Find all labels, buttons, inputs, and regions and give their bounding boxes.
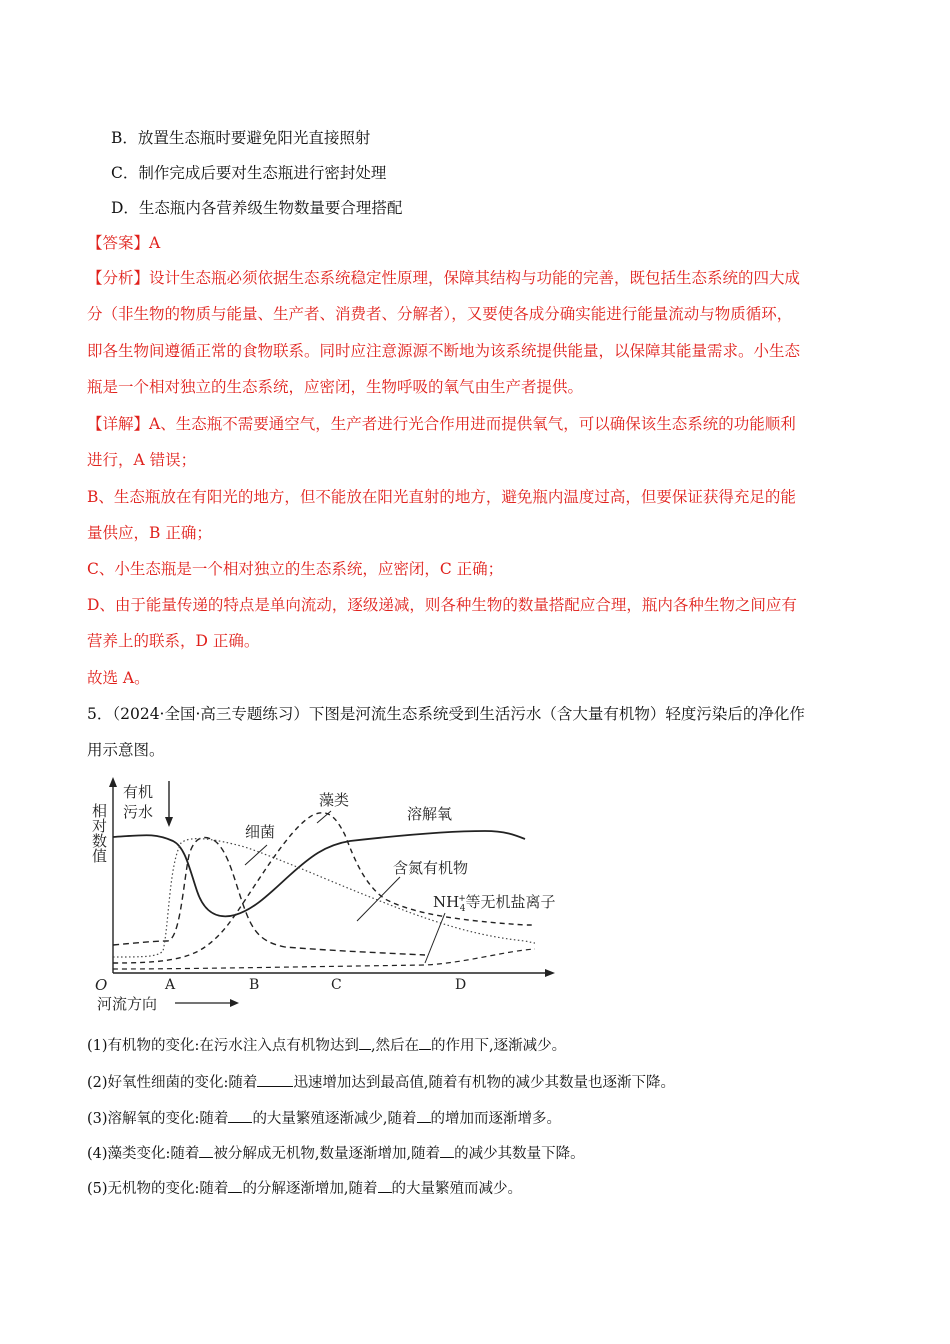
sub-question-1: (1)有机物的变化:在污水注入点有机物达到 ,然后在 的作用下,逐渐减少。 [87, 1035, 566, 1056]
algae-curve [113, 813, 535, 963]
oxygen-label: 溶解氧 [407, 805, 453, 823]
analysis-line-4: 瓶是一个相对独立的生态系统，应密闭，生物呼吸的氧气由生产者提供。 [87, 378, 584, 396]
sub-question-5: (5)无机物的变化:随着 的分解逐渐增加,随着 的大量繁殖而减少。 [87, 1178, 522, 1199]
sub-question-2: (2)好氧性细菌的变化:随着 迅速增加达到最高值,随着有机物的减少其数量也逐渐下降。 [87, 1072, 675, 1093]
detail-line-4: 量供应，B 正确； [87, 524, 212, 542]
algae-label: 藻类 [319, 791, 350, 809]
detail-line-8: 故选 A。 [87, 669, 150, 687]
detail-line-1: 【详解】A、生态瓶不需要通空气，生产者进行光合作用进而提供氧气，可以确保该生态系统的功能顺利 [87, 415, 796, 433]
detail-line-5: C、小生态瓶是一个相对独立的生态系统，应密闭，C 正确； [87, 560, 504, 578]
answer-line: 【答案】A [87, 234, 161, 252]
detail-line-2: 进行，A 错误； [87, 451, 197, 469]
xtick-b: B [249, 977, 260, 993]
xtick-d: D [455, 977, 467, 993]
x-axis-label: 河流方向 [97, 995, 158, 1013]
pollutant-label-1: 有机 [123, 783, 154, 801]
detail-line-3: B、生态瓶放在有阳光的地方，但不能放在阳光直射的地方，避免瓶内温度过高，但要保证获得充足的能 [87, 488, 796, 506]
river-direction-arrowhead [230, 999, 239, 1007]
xtick-a: A [165, 977, 176, 993]
sub-question-4: (4)藻类变化:随着 被分解成无机物,数量逐渐增加,随着 的减少其数量下降。 [87, 1143, 585, 1164]
analysis-line-2: 分（非生物的物质与能量、生产者、消费者、分解者），又要使各成分确实能进行能量流动与物质循环， [87, 305, 793, 323]
x-axis-arrow [545, 969, 555, 977]
option-d: D．生态瓶内各营养级生物数量要合理搭配 [111, 199, 403, 217]
origin-label: O [95, 976, 108, 994]
nh4-leader [425, 913, 445, 963]
y-axis-arrow [109, 777, 117, 787]
pollutant-label-2: 污水 [123, 803, 154, 821]
sub-question-3: (3)溶解氧的变化:随着 的大量繁殖逐渐减少,随着 的增加而逐渐增多。 [87, 1108, 561, 1129]
question-5-line-1: 5．（2024·全国·高三专题练习）下图是河流生态系统受到生活污水（含大量有机物）轻度污染后的净化作 [87, 705, 805, 723]
organic-n-leader [357, 877, 400, 921]
river-purification-figure [85, 775, 575, 1015]
detail-line-6: D、由于能量传递的特点是单向流动，逐级递减，则各种生物的数量搭配应合理，瓶内各种生物之间应有 [87, 596, 797, 614]
analysis-line-3: 即各生物间遵循正常的食物联系。同时应注意源源不断地为该系统提供能量，以保障其能量需求。小生态 [87, 342, 801, 360]
option-c: C．制作完成后要对生态瓶进行密封处理 [111, 164, 387, 182]
bacteria-leader [245, 845, 267, 865]
question-5-line-2: 用示意图。 [87, 741, 165, 759]
bacteria-curve [113, 838, 425, 955]
bacteria-label: 细菌 [245, 823, 276, 841]
detail-line-7: 营养上的联系，D 正确。 [87, 632, 260, 650]
analysis-line-1: 【分析】设计生态瓶必须依据生态系统稳定性原理，保障其结构与功能的完善，既包括生态系统的四大成 [87, 269, 801, 287]
option-b: B．放置生态瓶时要避免阳光直接照射 [111, 129, 371, 147]
organic-n-label: 含氮有机物 [393, 859, 469, 877]
nh4-label: NH+ 4等无机盐离子 [433, 893, 556, 914]
pollutant-arrowhead [165, 817, 173, 827]
xtick-c: C [331, 977, 342, 993]
y-axis-label: 相对数值 [90, 803, 108, 863]
